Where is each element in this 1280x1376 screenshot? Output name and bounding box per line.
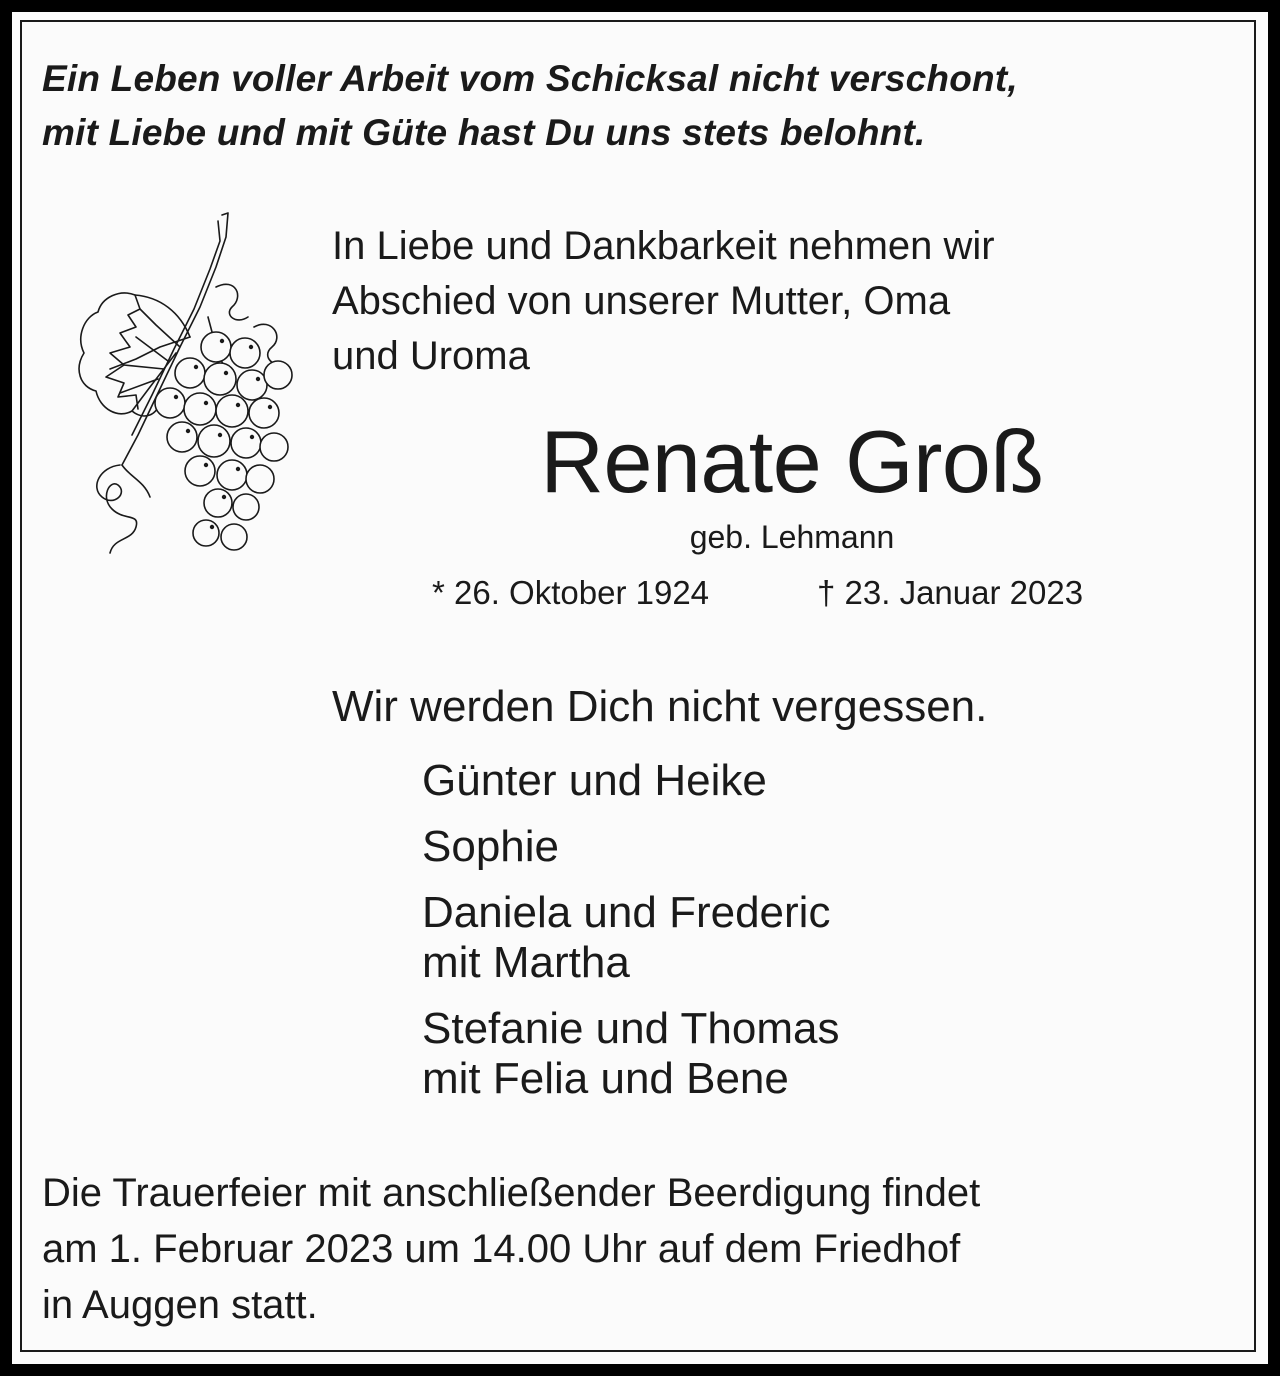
birth-date: * 26. Oktober 1924 [432, 574, 710, 611]
mourner-subline: mit Martha [422, 938, 630, 987]
mourner-subline: mit Felia und Bene [422, 1054, 789, 1103]
mourner-line: Sophie [422, 822, 560, 871]
mourner-entry [422, 756, 1242, 806]
funeral-line-2: am 1. Februar 2023 um 14.00 Uhr auf dem Friedhof [42, 1227, 961, 1271]
funeral-line-1: Die Trauerfeier mit anschließender Beerdigung findet [42, 1171, 981, 1215]
death-date: † 23. Januar 2023 [817, 574, 1084, 611]
intro-line-2: Abschied von unserer Mutter, Oma [332, 279, 951, 323]
funeral-info [42, 1165, 1252, 1333]
maiden-name: geb. Lehmann [689, 519, 895, 555]
mourner-entry [422, 822, 1242, 872]
mourner-line: Günter und Heike [422, 756, 767, 805]
closing-line: Wir werden Dich nicht vergessen. [332, 682, 988, 731]
motto-verse [42, 52, 1252, 160]
intro-line-3: und Uroma [332, 334, 530, 378]
motto-line-2: mit Liebe und mit Güte hast Du uns stets belohnt. [42, 112, 926, 153]
obituary-notice [12, 12, 1268, 1364]
mourner-line: Stefanie und Thomas [422, 1004, 840, 1053]
mourners-list [422, 756, 1242, 1120]
intro-text [332, 219, 1232, 384]
funeral-line-3: in Auggen statt. [42, 1283, 318, 1327]
intro-line-1: In Liebe und Dankbarkeit nehmen wir [332, 224, 995, 268]
mourner-entry [422, 888, 1242, 988]
motto-line-1: Ein Leben voller Arbeit vom Schicksal nicht verschont, [42, 58, 1018, 99]
mourner-entry [422, 1004, 1242, 1104]
deceased-name: Renate Groß [540, 412, 1044, 511]
mourner-line: Daniela und Frederic [422, 888, 831, 937]
grapevine-icon [40, 197, 300, 567]
